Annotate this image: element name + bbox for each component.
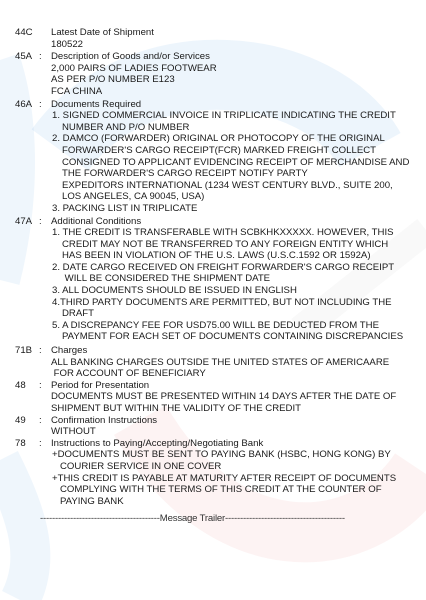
field-content	[51, 438, 418, 508]
list-item-continuation: COURIER SERVICE IN ONE COVER	[60, 460, 222, 472]
list-item	[52, 110, 418, 133]
field-title: Charges	[51, 345, 88, 357]
list-item	[52, 285, 418, 297]
list-item	[52, 133, 418, 203]
field-colon: :	[39, 437, 42, 449]
field-content	[51, 380, 418, 415]
field-48	[0, 380, 426, 415]
list-item-continuation: WILL BE CONSIDERED THE SHIPMENT DATE	[62, 273, 271, 285]
field-value-line: SHIPMENT BUT WITHIN THE VALIDITY OF THE CREDIT	[51, 403, 301, 414]
list-item	[52, 203, 418, 215]
field-title: Additional Conditions	[51, 215, 142, 227]
list-item-first-line: +THIS CREDIT IS PAYABLE AT MATURITY AFTER RECEIPT OF DOCUMENTS	[52, 472, 397, 484]
message-trailer: ----------------------------------------Message Trailer----------------------------------------	[40, 513, 345, 525]
field-44C	[0, 27, 426, 50]
field-content	[51, 216, 418, 344]
field-colon: :	[39, 98, 42, 110]
list-item-first-line: 1. THE CREDIT IS TRANSFERABLE WITH SCBKHKXXXXX. HOWEVER, THIS	[52, 227, 394, 239]
list-item-continuation: EXPEDITORS INTERNATIONAL (1234 WEST CENTURY BLVD., SUITE 200,	[62, 179, 393, 191]
field-tag: 71B	[15, 345, 33, 357]
list-item-first-line: 3. PACKING LIST IN TRIPLICATE	[52, 202, 198, 214]
list-item-first-line: 1. SIGNED COMMERCIAL INVOICE IN TRIPLICATE INDICATING THE CREDIT	[52, 110, 396, 122]
field-71B	[0, 345, 426, 380]
list-item-continuation: CONSIGNED TO APPLICANT EVIDENCING RECEIPT OF MERCHANDISE AND	[62, 156, 410, 168]
field-colon: :	[39, 414, 42, 426]
list-item	[52, 449, 418, 472]
field-value-line: 180522	[51, 38, 84, 50]
field-content	[51, 415, 418, 438]
field-title: Description of Goods and/or Services	[51, 51, 210, 63]
list-item-first-line: 5. A DISCREPANCY FEE FOR USD75.00 WILL BE DEDUCTED FROM THE	[52, 319, 379, 331]
field-content	[51, 51, 418, 97]
list-item-continuation: LOS ANGELES, CA 90045, USA)	[62, 191, 205, 203]
field-78	[0, 438, 426, 508]
list-item-first-line: +DOCUMENTS MUST BE SENT TO PAYING BANK (HSBC, HONG KONG) BY	[52, 449, 391, 461]
field-content	[51, 27, 418, 50]
list-item-first-line: 2. DAMCO (FORWARDER) ORIGINAL OR PHOTOCOPY OF THE ORIGINAL	[52, 133, 385, 145]
list-item	[52, 297, 418, 320]
message-body	[0, 27, 426, 525]
list-item	[52, 473, 418, 508]
list-item-continuation: COMPLYING WITH THE TERMS OF THIS CREDIT AT THE COUNTER OF	[60, 484, 382, 496]
list-item-continuation: CREDIT MAY NOT BE TRANSFERRED TO ANY FOREIGN ENTITY WHICH	[62, 238, 389, 250]
field-value-line: WITHOUT	[51, 426, 96, 438]
field-47A	[0, 216, 426, 344]
field-content	[51, 345, 418, 380]
field-tag: 47A	[15, 215, 33, 227]
field-colon: :	[39, 379, 42, 391]
field-tag: 78	[15, 437, 26, 449]
field-content	[51, 99, 418, 215]
field-title: Latest Date of Shipment	[51, 27, 154, 38]
list-item-first-line: 4.THIRD PARTY DOCUMENTS ARE PERMITTED, BUT NOT INCLUDING THE	[52, 296, 392, 308]
field-value-line: DOCUMENTS MUST BE PRESENTED WITHIN 14 DAYS AFTER THE DATE OF	[51, 391, 397, 403]
field-value-line: FCA CHINA	[51, 85, 103, 97]
field-45A	[0, 51, 426, 97]
field-value-line: FOR ACCOUNT OF BENEFICIARY	[51, 368, 206, 380]
list-item-continuation: DRAFT	[62, 308, 94, 320]
list-item-first-line: 3. ALL DOCUMENTS SHOULD BE ISSUED IN ENGLISH	[52, 285, 297, 297]
field-46A	[0, 99, 426, 215]
list-item	[52, 262, 418, 285]
field-tag: 44C	[15, 27, 33, 38]
field-value-line: AS PER P/O NUMBER E123	[51, 74, 175, 86]
field-value-line: ALL BANKING CHARGES OUTSIDE THE UNITED STATES OF AMERICAARE	[51, 356, 390, 368]
field-title: Instructions to Paying/Accepting/Negotiating Bank	[51, 437, 264, 449]
list-item-continuation: NUMBER AND P/O NUMBER	[62, 121, 190, 133]
field-49	[0, 415, 426, 438]
field-title: Documents Required	[51, 98, 142, 110]
list-item	[52, 227, 418, 262]
field-title: Confirmation Instructions	[51, 414, 158, 426]
list-item-continuation: PAYMENT FOR EACH SET OF DOCUMENTS CONTAINING DISCREPANCIES	[62, 331, 404, 343]
field-value-line: 2,000 PAIRS OF LADIES FOOTWEAR	[51, 62, 217, 74]
list-item-continuation: PAYING BANK	[60, 495, 124, 507]
list-item	[52, 320, 418, 343]
list-item-continuation: HAS BEEN IN VIOLATION OF THE U.S. LAWS (U.S.C.1592 OR 1592A)	[62, 250, 371, 262]
list-item-first-line: 2. DATE CARGO RECEIVED ON FREIGHT FORWARDER'S CARGO RECEIPT	[52, 261, 395, 273]
field-tag: 49	[15, 414, 26, 426]
field-colon: :	[39, 51, 42, 63]
list-item-continuation: FORWARDER'S CARGO RECEIPT(FCR) MARKED FREIGHT COLLECT	[62, 144, 377, 156]
list-item-continuation: THE FORWARDER'S CARGO RECEIPT NOTIFY PARTY	[62, 168, 308, 180]
field-tag: 48	[15, 379, 26, 391]
field-colon: :	[39, 215, 42, 227]
field-tag: 45A	[15, 51, 33, 63]
field-tag: 46A	[15, 98, 33, 110]
field-colon: :	[39, 345, 42, 357]
field-title: Period for Presentation	[51, 379, 150, 391]
